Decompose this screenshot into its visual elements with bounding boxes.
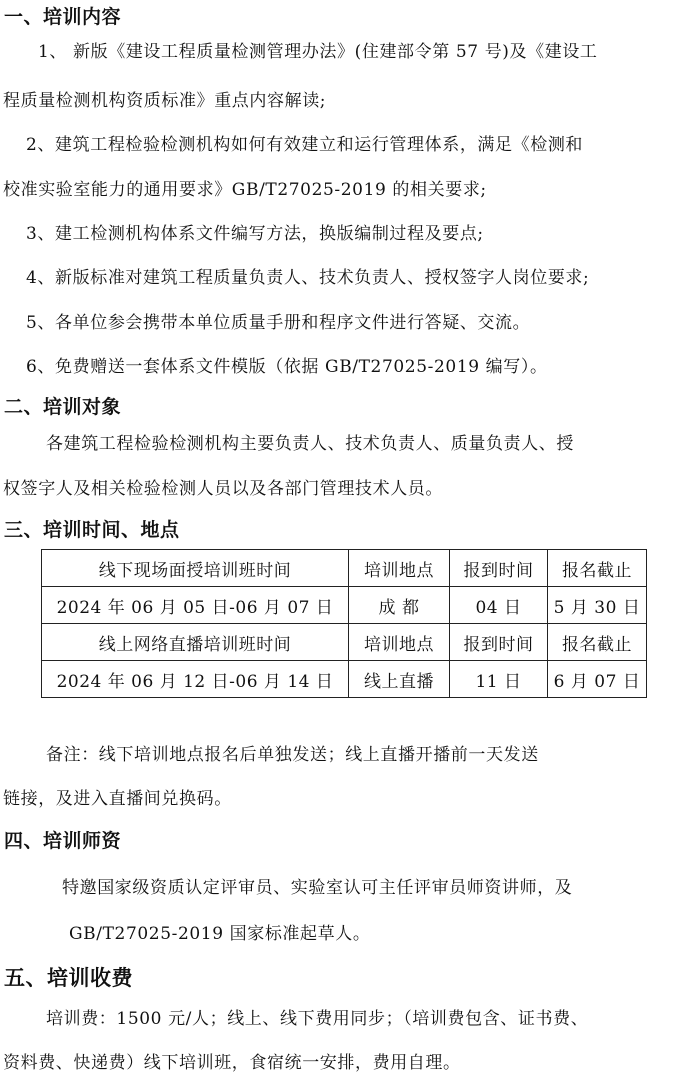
note-line-2: 链接，及进入直播间兑换码。 — [3, 789, 232, 809]
table-cell: 报到时间 — [450, 550, 548, 587]
instructors-line-1: 特邀国家级资质认定评审员、实验室认可主任评审员师资讲师，及 — [62, 878, 573, 898]
table-cell: 报名截止 — [548, 624, 647, 661]
heading-training-audience: 二、培训对象 — [4, 396, 122, 418]
content-item-5: 5、各单位参会携带本单位质量手册和程序文件进行答疑、交流。 — [26, 313, 531, 333]
content-item-2-line-1: 2、建筑工程检验检测机构如何有效建立和运行管理体系，满足《检测和 — [26, 135, 584, 155]
heading-training-content: 一、培训内容 — [4, 6, 122, 28]
table-cell: 线上直播 — [349, 661, 450, 698]
note-line-1: 备注：线下培训地点报名后单独发送；线上直播开播前一天发送 — [46, 745, 539, 765]
schedule-table — [41, 549, 647, 698]
fees-line-1: 培训费：1500 元/人；线上、线下费用同步；（培训费包含、证书费、 — [46, 1009, 589, 1029]
table-cell: 2024 年 06 月 12 日-06 月 14 日 — [42, 661, 349, 698]
content-item-3: 3、建工检测机构体系文件编写方法，换版编制过程及要点; — [26, 224, 484, 244]
table-cell: 04 日 — [450, 587, 548, 624]
content-item-2-line-2: 校准实验室能力的通用要求》GB/T27025-2019 的相关要求; — [3, 180, 487, 200]
content-item-1-line-2: 程质量检测机构资质标准》重点内容解读; — [3, 91, 327, 111]
audience-line-2: 权签字人及相关检验检测人员以及各部门管理技术人员。 — [3, 479, 443, 499]
table-cell: 线下现场面授培训班时间 — [42, 550, 349, 587]
table-row — [42, 661, 647, 698]
content-item-6: 6、免费赠送一套体系文件模版（依据 GB/T27025-2019 编写）。 — [26, 357, 548, 377]
table-cell: 培训地点 — [349, 550, 450, 587]
table-cell: 报名截止 — [548, 550, 647, 587]
table-cell: 成 都 — [349, 587, 450, 624]
heading-instructors: 四、培训师资 — [4, 830, 122, 852]
instructors-line-2: GB/T27025-2019 国家标准起草人。 — [69, 924, 371, 944]
heading-fees: 五、培训收费 — [4, 966, 133, 990]
table-cell: 线上网络直播培训班时间 — [42, 624, 349, 661]
table-cell: 培训地点 — [349, 624, 450, 661]
table-cell: 2024 年 06 月 05 日-06 月 07 日 — [42, 587, 349, 624]
table-cell: 5 月 30 日 — [548, 587, 647, 624]
table-cell: 11 日 — [450, 661, 548, 698]
table-row — [42, 550, 647, 587]
heading-training-time-place: 三、培训时间、地点 — [4, 519, 180, 541]
content-item-1-line-1: 1、 新版《建设工程质量检测管理办法》(住建部令第 57 号)及《建设工 — [38, 42, 598, 62]
table-cell: 报到时间 — [450, 624, 548, 661]
content-item-4: 4、新版标准对建筑工程质量负责人、技术负责人、授权签字人岗位要求; — [26, 268, 590, 288]
fees-line-2: 资料费、快递费）线下培训班，食宿统一安排，费用自理。 — [3, 1053, 461, 1073]
audience-line-1: 各建筑工程检验检测机构主要负责人、技术负责人、质量负责人、授 — [46, 434, 574, 454]
table-row — [42, 587, 647, 624]
table-row — [42, 624, 647, 661]
table-cell: 6 月 07 日 — [548, 661, 647, 698]
